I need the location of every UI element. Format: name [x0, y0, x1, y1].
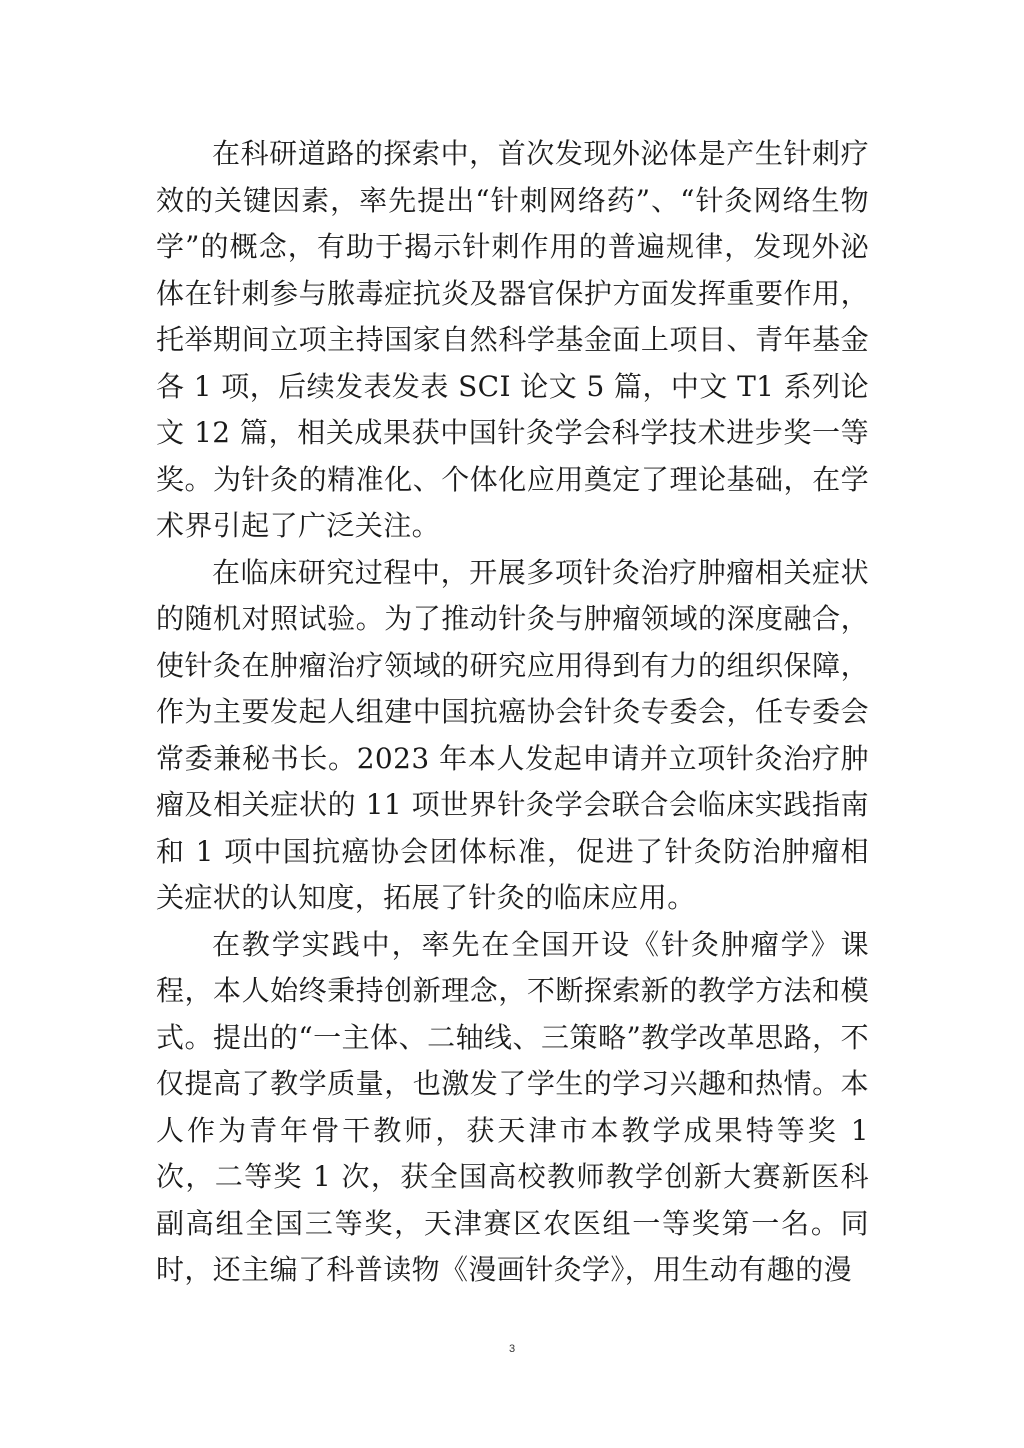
paragraph-clinical: 在临床研究过程中，开展多项针灸治疗肿瘤相关症状的随机对照试验。为了推动针灸与肿瘤领域的深度融合，使针灸在肿瘤治疗领域的研究应用得到有力的组织保障，作为主要发起人组建中国抗癌协会针灸专委会，任专委会常委兼秘书长。2023 年本人发起申请并立项针灸治疗肿瘤及相关症状的 11 项世界针灸学会联合会临床实践指南和 1 项中国抗癌协会团体标准，促进了针灸防治肿瘤相关症状的认知度，拓展了针灸的临床应用。 [156, 555, 869, 914]
paragraph-teaching: 在教学实践中，率先在全国开设《针灸肿瘤学》课程，本人始终秉持创新理念，不断探索新的教学方法和模式。提出的“一主体、二轴线、三策略”教学改革思路，不仅提高了教学质量，也激发了学生的学习兴趣和热情。本人作为青年骨干教师，获天津市本教学成果特等奖 1 次，二等奖 1 次，获全国高校教师教学创新大赛新医科副高组全国三等奖，天津赛区农医组一等奖第一名。同时，还主编了科普读物《漫画针灸学》，用生动有趣的漫 [156, 927, 869, 1286]
page-number: 3 [508, 1343, 516, 1355]
paragraph-research: 在科研道路的探索中，首次发现外泌体是产生针刺疗效的关键因素，率先提出“针刺网络药”、“针灸网络生物学”的概念，有助于揭示针刺作用的普遍规律，发现外泌体在针刺参与脓毒症抗炎及器官保护方面发挥重要作用，托举期间立项主持国家自然科学基金面上项目、青年基金各 1 项，后续发表发表 SCI 论文 5 篇，中文 T1 系列论文 12 篇，相关成果获中国针灸学会科学技术进步奖一等奖。为针灸的精准化、个体化应用奠定了理论基础，在学术界引起了广泛关注。 [156, 137, 869, 542]
body-text [156, 131, 869, 1294]
